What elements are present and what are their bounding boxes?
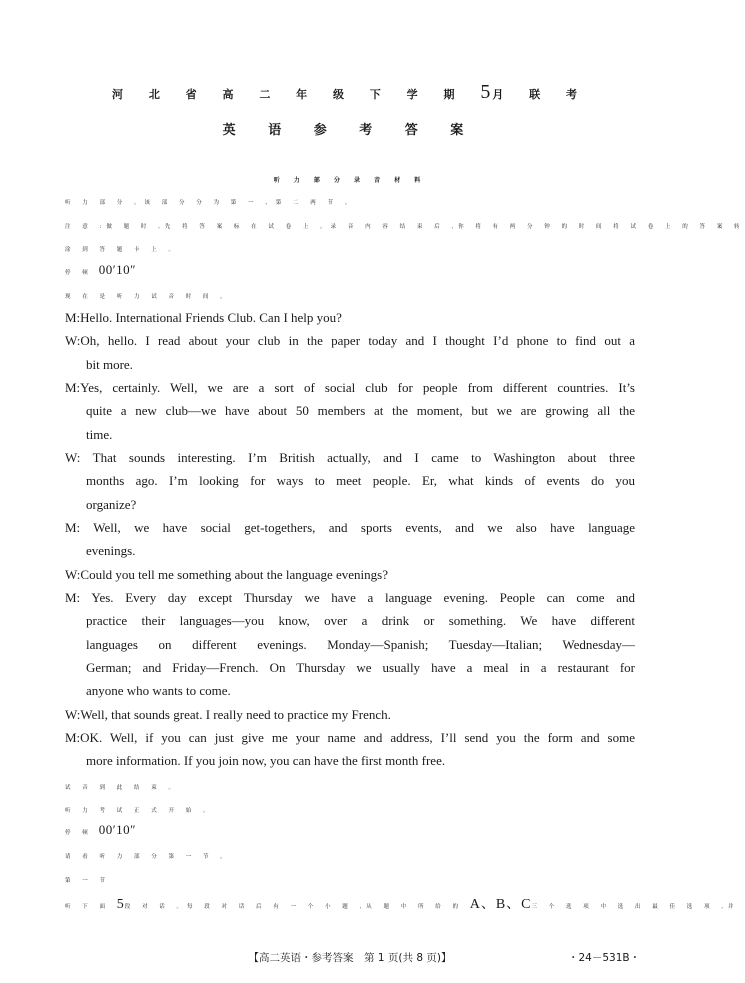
exam-title-part-b: 月 联 考 — [492, 88, 588, 101]
trial-end-notice: 试 音 到 此 结 束 。 — [65, 785, 179, 791]
dialogue-line: W:Could you tell me something about the language evenings? — [65, 567, 389, 582]
pause-2-time: 00′10″ — [98, 822, 137, 837]
exam-title-part-a: 河 北 省 高 二 年 级 下 学 期 — [112, 88, 466, 101]
dialogue-line: M:Yes, certainly. Well, we are a sort of social club for people from different countries. It’s — [65, 380, 635, 395]
instruction-part-a: 听 下 面 — [65, 904, 110, 910]
exam-start-notice: 听 力 考 试 正 式 开 始 。 — [65, 808, 214, 814]
dialogue-line: bit more. — [86, 357, 133, 372]
intro-line-2: 注 意 :做 题 时 ,先 将 答 案 标 在 试 卷 上 。录 音 内 容 结 束 后 ,你 将 有 两 分 钟 的 时 间 将 试 卷 上 的 答 案 转 — [65, 224, 745, 230]
instruction-part-c: 三 个 选 项 中 选 出 最 佳 选 项 ,并 — [531, 904, 739, 910]
exam-title — [0, 81, 700, 104]
dialogue-line: more information. If you join now, you can have the first month free. — [86, 753, 446, 768]
dialogue-line: months ago. I’m looking for ways to meet people. Er, what kinds of events do you — [86, 473, 635, 488]
exam-title-month: 5 — [480, 81, 493, 103]
intro-line-3: 涂 到 答 题 卡 上 。 — [65, 247, 179, 253]
part-1-intro: 请 看 听 力 部 分 第 一 节 。 — [65, 854, 231, 860]
pause-2 — [65, 822, 136, 838]
dialogue-line: evenings. — [86, 543, 136, 558]
part-1-instruction — [65, 893, 739, 913]
intro-line-1: 听 力 部 分 。该 部 分 分 为 第 一 、第 二 两 节 。 — [65, 200, 356, 206]
dialogue-line: W:Well, that sounds great. I really need to practice my French. — [65, 707, 391, 722]
answer-key-subtitle: 英 语 参 考 答 案 — [222, 123, 478, 138]
dialogue-line: organize? — [86, 497, 137, 512]
dialogue-line: quite a new club—we have about 50 members at the moment, but we are growing all the — [86, 403, 635, 418]
listening-section-heading: 听 力 部 分 录 音 材 料 — [273, 177, 427, 184]
dialogue-count: 5 — [116, 897, 125, 912]
footer-code: ・24－531B・ — [568, 952, 641, 964]
dialogue-line: W: That sounds interesting. I’m British actually, and I came to Washington about three — [65, 450, 635, 465]
dialogue-line: practice their languages—you know, over a drink or something. We have different — [86, 613, 635, 628]
dialogue-line: M:Hello. International Friends Club. Can I help you? — [65, 310, 342, 325]
footer-page-info: 【高二英语・参考答案 第 1 页(共 8 页)】 — [248, 952, 452, 964]
pause-1-label: 停 顿 — [65, 270, 93, 276]
dialogue-line: anyone who wants to come. — [86, 683, 231, 698]
dialogue-line: languages on different evenings. Monday—Spanish; Tuesday—Italian; Wednesday— — [86, 637, 635, 652]
instruction-part-b: 段 对 话 。每 段 对 话 后 有 一 个 小 题 ,从 题 中 所 给 的 — [124, 904, 463, 910]
dialogue-line: W:Oh, hello. I read about your club in the paper today and I thought I’d phone to find out a — [65, 333, 635, 348]
option-letters: A、B、C — [469, 897, 532, 912]
dialogue-line: German; and Friday—French. On Thursday we usually have a meal in a restaurant for — [86, 660, 635, 675]
dialogue-line: time. — [86, 427, 113, 442]
pause-1 — [65, 262, 136, 278]
pause-1-time: 00′10″ — [98, 262, 137, 277]
part-1-heading: 第 一 节 — [65, 878, 110, 884]
trial-notice: 现 在 是 听 力 试 音 时 间 。 — [65, 294, 231, 300]
dialogue-line: M:OK. Well, if you can just give me your name and address, I’ll send you the form and some — [65, 730, 635, 745]
dialogue-line: M: Yes. Every day except Thursday we have a language evening. People can come and — [65, 590, 635, 605]
dialogue-line: M: Well, we have social get-togethers, and sports events, and we also have language — [65, 520, 635, 535]
pause-2-label: 停 顿 — [65, 830, 93, 836]
